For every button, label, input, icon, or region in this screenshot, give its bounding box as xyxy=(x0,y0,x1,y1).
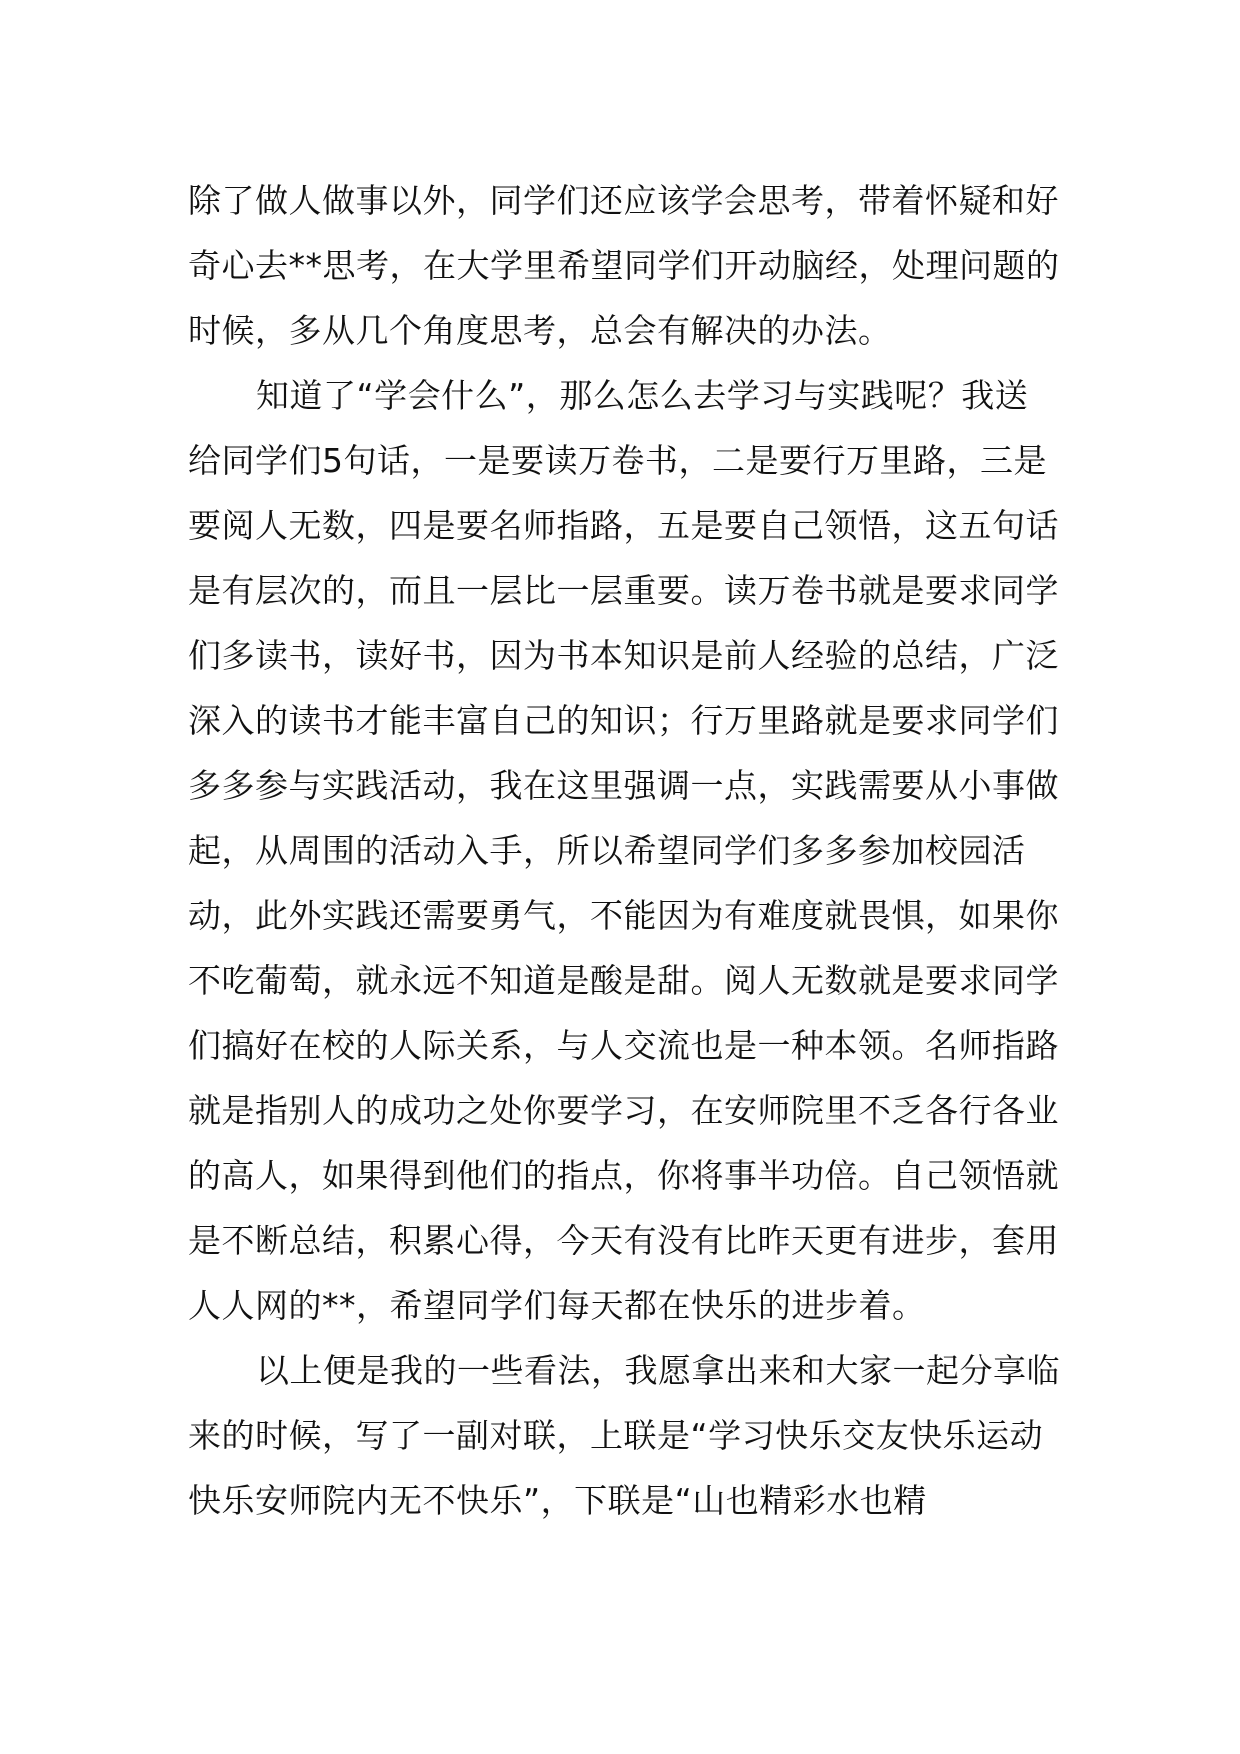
document-body xyxy=(188,168,1060,1533)
paragraph-1: 除了做人做事以外，同学们还应该学会思考，带着怀疑和好奇心去**思考，在大学里希望同学们开动脑经，处理问题的时候，多从几个角度思考，总会有解决的办法。 xyxy=(188,181,1060,350)
paragraph-3: 以上便是我的一些看法，我愿拿出来和大家一起分享临来的时候，写了一副对联，上联是“学习快乐交友快乐运动快乐安师院内无不快乐”，下联是“山也精彩水也精 xyxy=(188,1351,1060,1520)
paragraph-2: 知道了“学会什么”，那么怎么去学习与实践呢？我送给同学们5句话，一是要读万卷书，二是要行万里路，三是要阅人无数，四是要名师指路，五是要自己领悟，这五句话是有层次的，而且一层比一层重要。读万卷书就是要求同学们多读书，读好书，因为书本知识是前人经验的总结，广泛深入的读书才能丰富自己的知识；行万里路就是要求同学们多多参与实践活动，我在这里强调一点，实践需要从小事做起，从周围的活动入手，所以希望同学们多多参加校园活动，此外实践还需要勇气，不能因为有难度就畏惧，如果你不吃葡萄，就永远不知道是酸是甜。阅人无数就是要求同学们搞好在校的人际关系，与人交流也是一种本领。名师指路就是指别人的成功之处你要学习，在安师院里不乏各行各业的高人，如果得到他们的指点，你将事半功倍。自己领悟就是不断总结，积累心得，今天有没有比昨天更有进步，套用人人网的**，希望同学们每天都在快乐的进步着。 xyxy=(188,376,1059,1325)
